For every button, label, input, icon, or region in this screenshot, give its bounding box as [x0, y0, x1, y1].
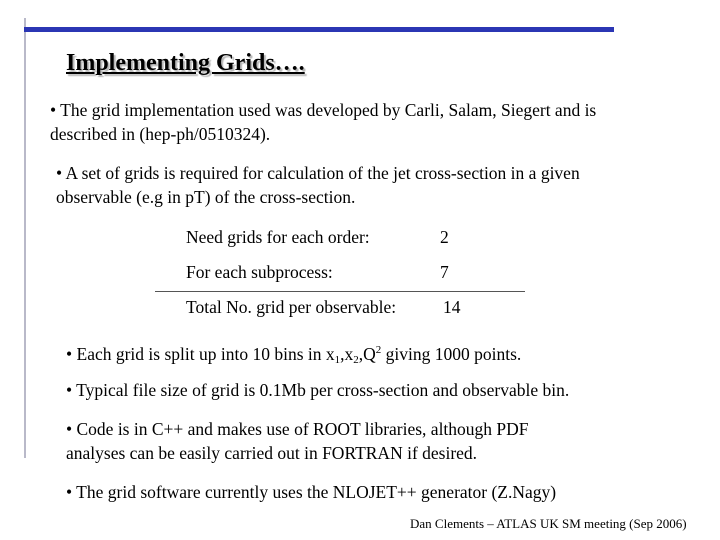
total-divider: [155, 291, 525, 292]
bins-text: giving 1000 points.: [381, 344, 522, 364]
subprocess-label: For each subprocess:: [186, 262, 333, 282]
bullet-line: observable (e.g in pT) of the cross-section.: [56, 187, 356, 207]
bullet-grid-set: [56, 161, 580, 209]
total-grids-label: Total No. grid per observable:: [186, 297, 397, 317]
x2-subscript: 2: [353, 354, 359, 366]
x1-subscript: 1: [334, 354, 341, 366]
left-divider-line: [24, 18, 26, 458]
bullet-code: [66, 417, 529, 465]
bullet-line: • Code is in C++ and makes use of ROOT libraries, although PDF: [66, 419, 529, 439]
bins-text: ,Q: [358, 344, 376, 364]
bins-text: ,x: [340, 344, 354, 364]
bullet-line: described in (hep-ph/0510324).: [50, 124, 271, 144]
bullet-line: • A set of grids is required for calculation of the jet cross-section in a given: [56, 163, 580, 183]
bullet-software: • The grid software currently uses the NLOJET++ generator (Z.Nagy): [66, 482, 557, 502]
bullet-grid-implementation: [50, 98, 596, 146]
subprocess-value: 7: [440, 262, 449, 282]
bullet-file-size: • Typical file size of grid is 0.1Mb per cross-section and observable bin.: [66, 380, 570, 400]
bullet-bins: [66, 338, 521, 372]
slide-footer: Dan Clements – ATLAS UK SM meeting (Sep 2006): [410, 516, 687, 531]
total-grids-value: 14: [443, 297, 461, 317]
slide-title: Implementing Grids….: [66, 50, 305, 76]
bins-text: • Each grid is split up into 10 bins in x: [66, 344, 335, 364]
title-accent-bar: [24, 27, 614, 32]
bullet-line: analyses can be easily carried out in FORTRAN if desired.: [66, 443, 478, 463]
grids-per-order-value: 2: [440, 227, 449, 247]
bullet-line: • The grid implementation used was developed by Carli, Salam, Siegert and is: [50, 100, 597, 120]
grids-per-order-label: Need grids for each order:: [186, 227, 370, 247]
q2-superscript: 2: [375, 344, 382, 356]
